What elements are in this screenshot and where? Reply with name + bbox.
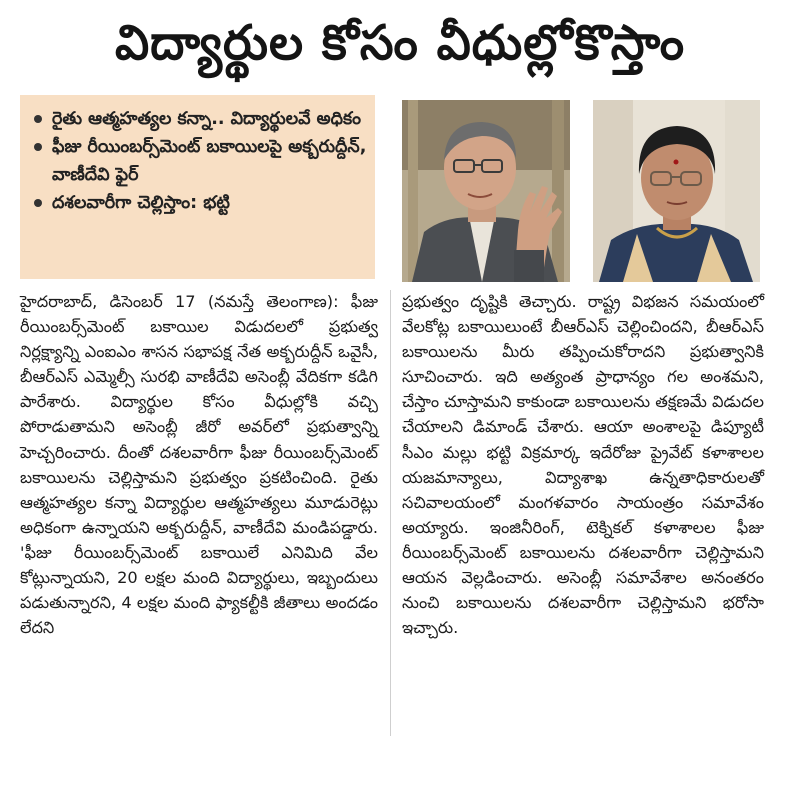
bullet-icon (34, 199, 42, 207)
bullet-icon (34, 143, 42, 151)
photo-akbaruddin (402, 100, 570, 282)
headline: విద్యార్థుల కోసం వీధుల్లోకొస్తాం (114, 15, 686, 71)
bullet-icon (34, 115, 42, 123)
article-text: హైదరాబాద్, డిసెంబర్ 17 (నమస్తే తెలంగాణ): ఫీజు రీయింబర్స్‌మెంట్ బకాయిల విడుదలలో ప్రభుత్వ నిర్లక్ష్యాన్ని ఎంఐఎం శాసన సభాపక్ష నేత అక్బరుద్దీన్ ఒవైసీ, బీఆర్ఎస్ ఎమ్మెల్సీ సురభి వాణీదేవి అసెంబ్లీ వేదికగా కడిగి పారేశారు. విద్యార్థుల కోసం వీధుల్లోకి వచ్చి పోరాడుతామని అసెంబ్లీ జీరో అవర్‌లో ప్రభుత్వాన్ని హెచ్చరించారు. దీంతో దశలవారీగా ఫీజు రీయింబర్స్‌మెంట్ బకాయిలను చెల్లిస్తామని ప్రభుత్వం ప్రకటించింది. రైతు ఆత్మహత్యల కన్నా విద్యార్థుల ఆత్మహత్యలు మూడురెట్లు అధికంగా ఉన్నాయని అక్బరుద్దీన్, వాణీదేవి మండిపడ్డారు. 'ఫీజు రీయింబర్స్‌మెంట్ బకాయిలే ఎనిమిది వేల కోట్లున్నాయని, 20 లక్షల మంది విద్యార్థులు, ఇబ్బందులు పడుతున్నారని, 4 లక్షల మంది ఫ్యాకల్టీకి జీతాలు అందడం లేదని (20, 292, 378, 638)
highlight-text: దశలవారీగా చెల్లిస్తాం: భట్టి (52, 193, 230, 213)
highlight-text: ఫీజు రీయింబర్స్‌మెంట్ బకాయిలపై అక్బరుద్దీన్, వాణీదేవి ఫైర్ (52, 137, 367, 185)
article-column-2 (402, 289, 764, 640)
portrait-man-icon (402, 100, 570, 282)
highlight-item (30, 133, 367, 189)
highlight-item (30, 189, 367, 217)
highlights-box (20, 95, 375, 279)
column-divider (390, 290, 391, 736)
highlight-text: రైతు ఆత్మహత్యల కన్నా.. విద్యార్థులవే అధికం (52, 109, 362, 129)
photo-vanidevi (593, 100, 760, 282)
highlight-item (30, 105, 367, 133)
article-column-1 (20, 289, 378, 640)
article-text: ప్రభుత్వం దృష్టికి తెచ్చారు. రాష్ట్ర విభజన సమయంలో వేలకోట్ల బకాయిలుంటే బీఆర్ఎస్ చెల్లించిందని, బీఆర్ఎస్ బకాయిలను మీరు తప్పించుకోరాదని ప్రభుత్వానికి సూచించారు. ఇది అత్యంత ప్రాధాన్యం గల అంశమని, చేస్తాం చూస్తామని కాకుండా బకాయిలను తక్షణమే విడుదల చేయాలని డిమాండ్ చేశారు. ఆయా అంశాలపై డిప్యూటీ సీఎం మల్లు భట్టి విక్రమార్క ఇదేరోజు ప్రైవేట్ కళాశాలల యజమాన్యాలు, విద్యాశాఖ ఉన్నతాధికారులతో సచివాలయంలో మంగళవారం సాయంత్రం సమావేశం అయ్యారు. ఇంజినీరింగ్, టెక్నికల్ కళాశాలల ఫీజు రీయింబర్స్‌మెంట్ బకాయిలను దశలవారీగా చెల్లిస్తామని ఆయన వెల్లడించారు. అసెంబ్లీ సమావేశాల అనంతరం నుంచి బకాయిలను దశలవారీగా చెల్లిస్తామని భరోసా ఇచ్చారు. (402, 292, 764, 638)
portrait-woman-icon (593, 100, 760, 282)
